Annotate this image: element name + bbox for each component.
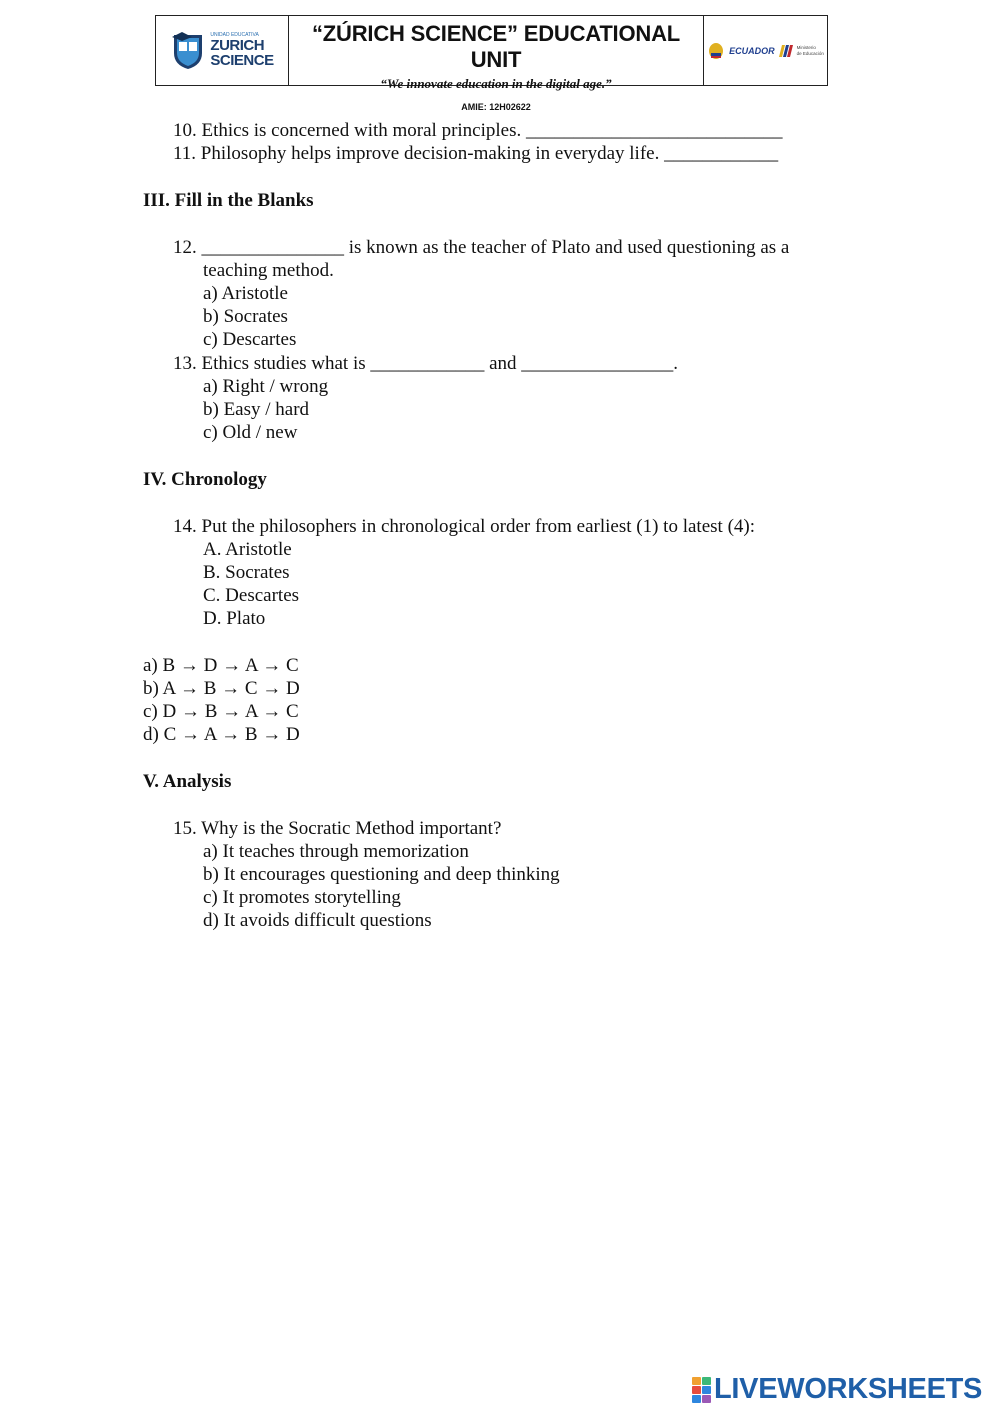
school-logo (156, 16, 289, 85)
header-center (289, 16, 703, 112)
liveworksheets-text: LIVEWORKSHEETS (714, 1373, 983, 1405)
question-10: 10. Ethics is concerned with moral principles. ___________________________ (173, 120, 783, 141)
q14-option-c: c) D → B → A → C (143, 701, 299, 722)
section-heading-chronology: IV. Chronology (143, 469, 267, 490)
q14-option-a: a) B → D → A → C (143, 655, 299, 676)
q13-option-c: c) Old / new (203, 422, 298, 443)
logo-small-text: UNIDAD EDUCATIVA (210, 32, 259, 38)
school-header (155, 15, 828, 112)
section-heading-fill-blanks: III. Fill in the Blanks (143, 190, 314, 211)
q14-item-c: C. Descartes (203, 585, 300, 606)
q14-option-d: d) C → A → B → D (143, 724, 300, 745)
q14-option-b: b) A → B → C → D (143, 678, 300, 699)
q15-option-c: c) It promotes storytelling (203, 887, 401, 908)
q14-item-b: B. Socrates (203, 562, 290, 583)
q14-item-d: D. Plato (203, 608, 266, 629)
question-12-line2: teaching method. (203, 260, 334, 281)
q13-option-b: b) Easy / hard (203, 399, 310, 420)
zs-shield-icon (170, 31, 206, 71)
q14-item-a: A. Aristotle (203, 539, 292, 560)
question-12-line1: 12. _______________ is known as the teacher of Plato and used questioning as a (173, 237, 790, 258)
question-15: 15. Why is the Socratic Method important? (173, 818, 502, 839)
ministry-line1: Ministerio (796, 45, 816, 51)
ecuador-text: ECUADOR (729, 45, 775, 56)
q12-option-a: a) Aristotle (203, 283, 288, 304)
amie-code: AMIE: 12H02622 (461, 102, 531, 112)
q13-option-a: a) Right / wrong (203, 376, 329, 397)
q12-option-c: c) Descartes (203, 329, 297, 350)
ministry-logo (703, 16, 827, 85)
liveworksheets-brand[interactable] (692, 1373, 982, 1406)
ministry-text (797, 45, 824, 56)
logo-line1: ZURICH (210, 37, 265, 54)
q15-option-d: d) It avoids difficult questions (203, 910, 432, 931)
flag-stripes-icon (779, 44, 793, 58)
question-11: 11. Philosophy helps improve decision-making in everyday life. ____________ (173, 143, 779, 164)
q12-option-b: b) Socrates (203, 306, 288, 327)
question-14: 14. Put the philosophers in chronological order from earliest (1) to latest (4): (173, 516, 755, 537)
ecuador-crest-icon (707, 41, 725, 61)
q15-option-a: a) It teaches through memorization (203, 841, 469, 862)
question-13: 13. Ethics studies what is ____________ and ________________. (173, 353, 679, 374)
school-motto: “We innovate education in the digital age.” (380, 76, 612, 91)
ministry-line2: de Educación (796, 50, 824, 56)
logo-line2: SCIENCE (210, 52, 274, 69)
q15-option-b: b) It encourages questioning and deep thinking (203, 864, 560, 885)
liveworksheets-logo-icon (692, 1377, 712, 1403)
section-heading-analysis: V. Analysis (143, 771, 232, 792)
school-title: “ZÚRICH SCIENCE” EDUCATIONAL UNIT (312, 21, 680, 72)
